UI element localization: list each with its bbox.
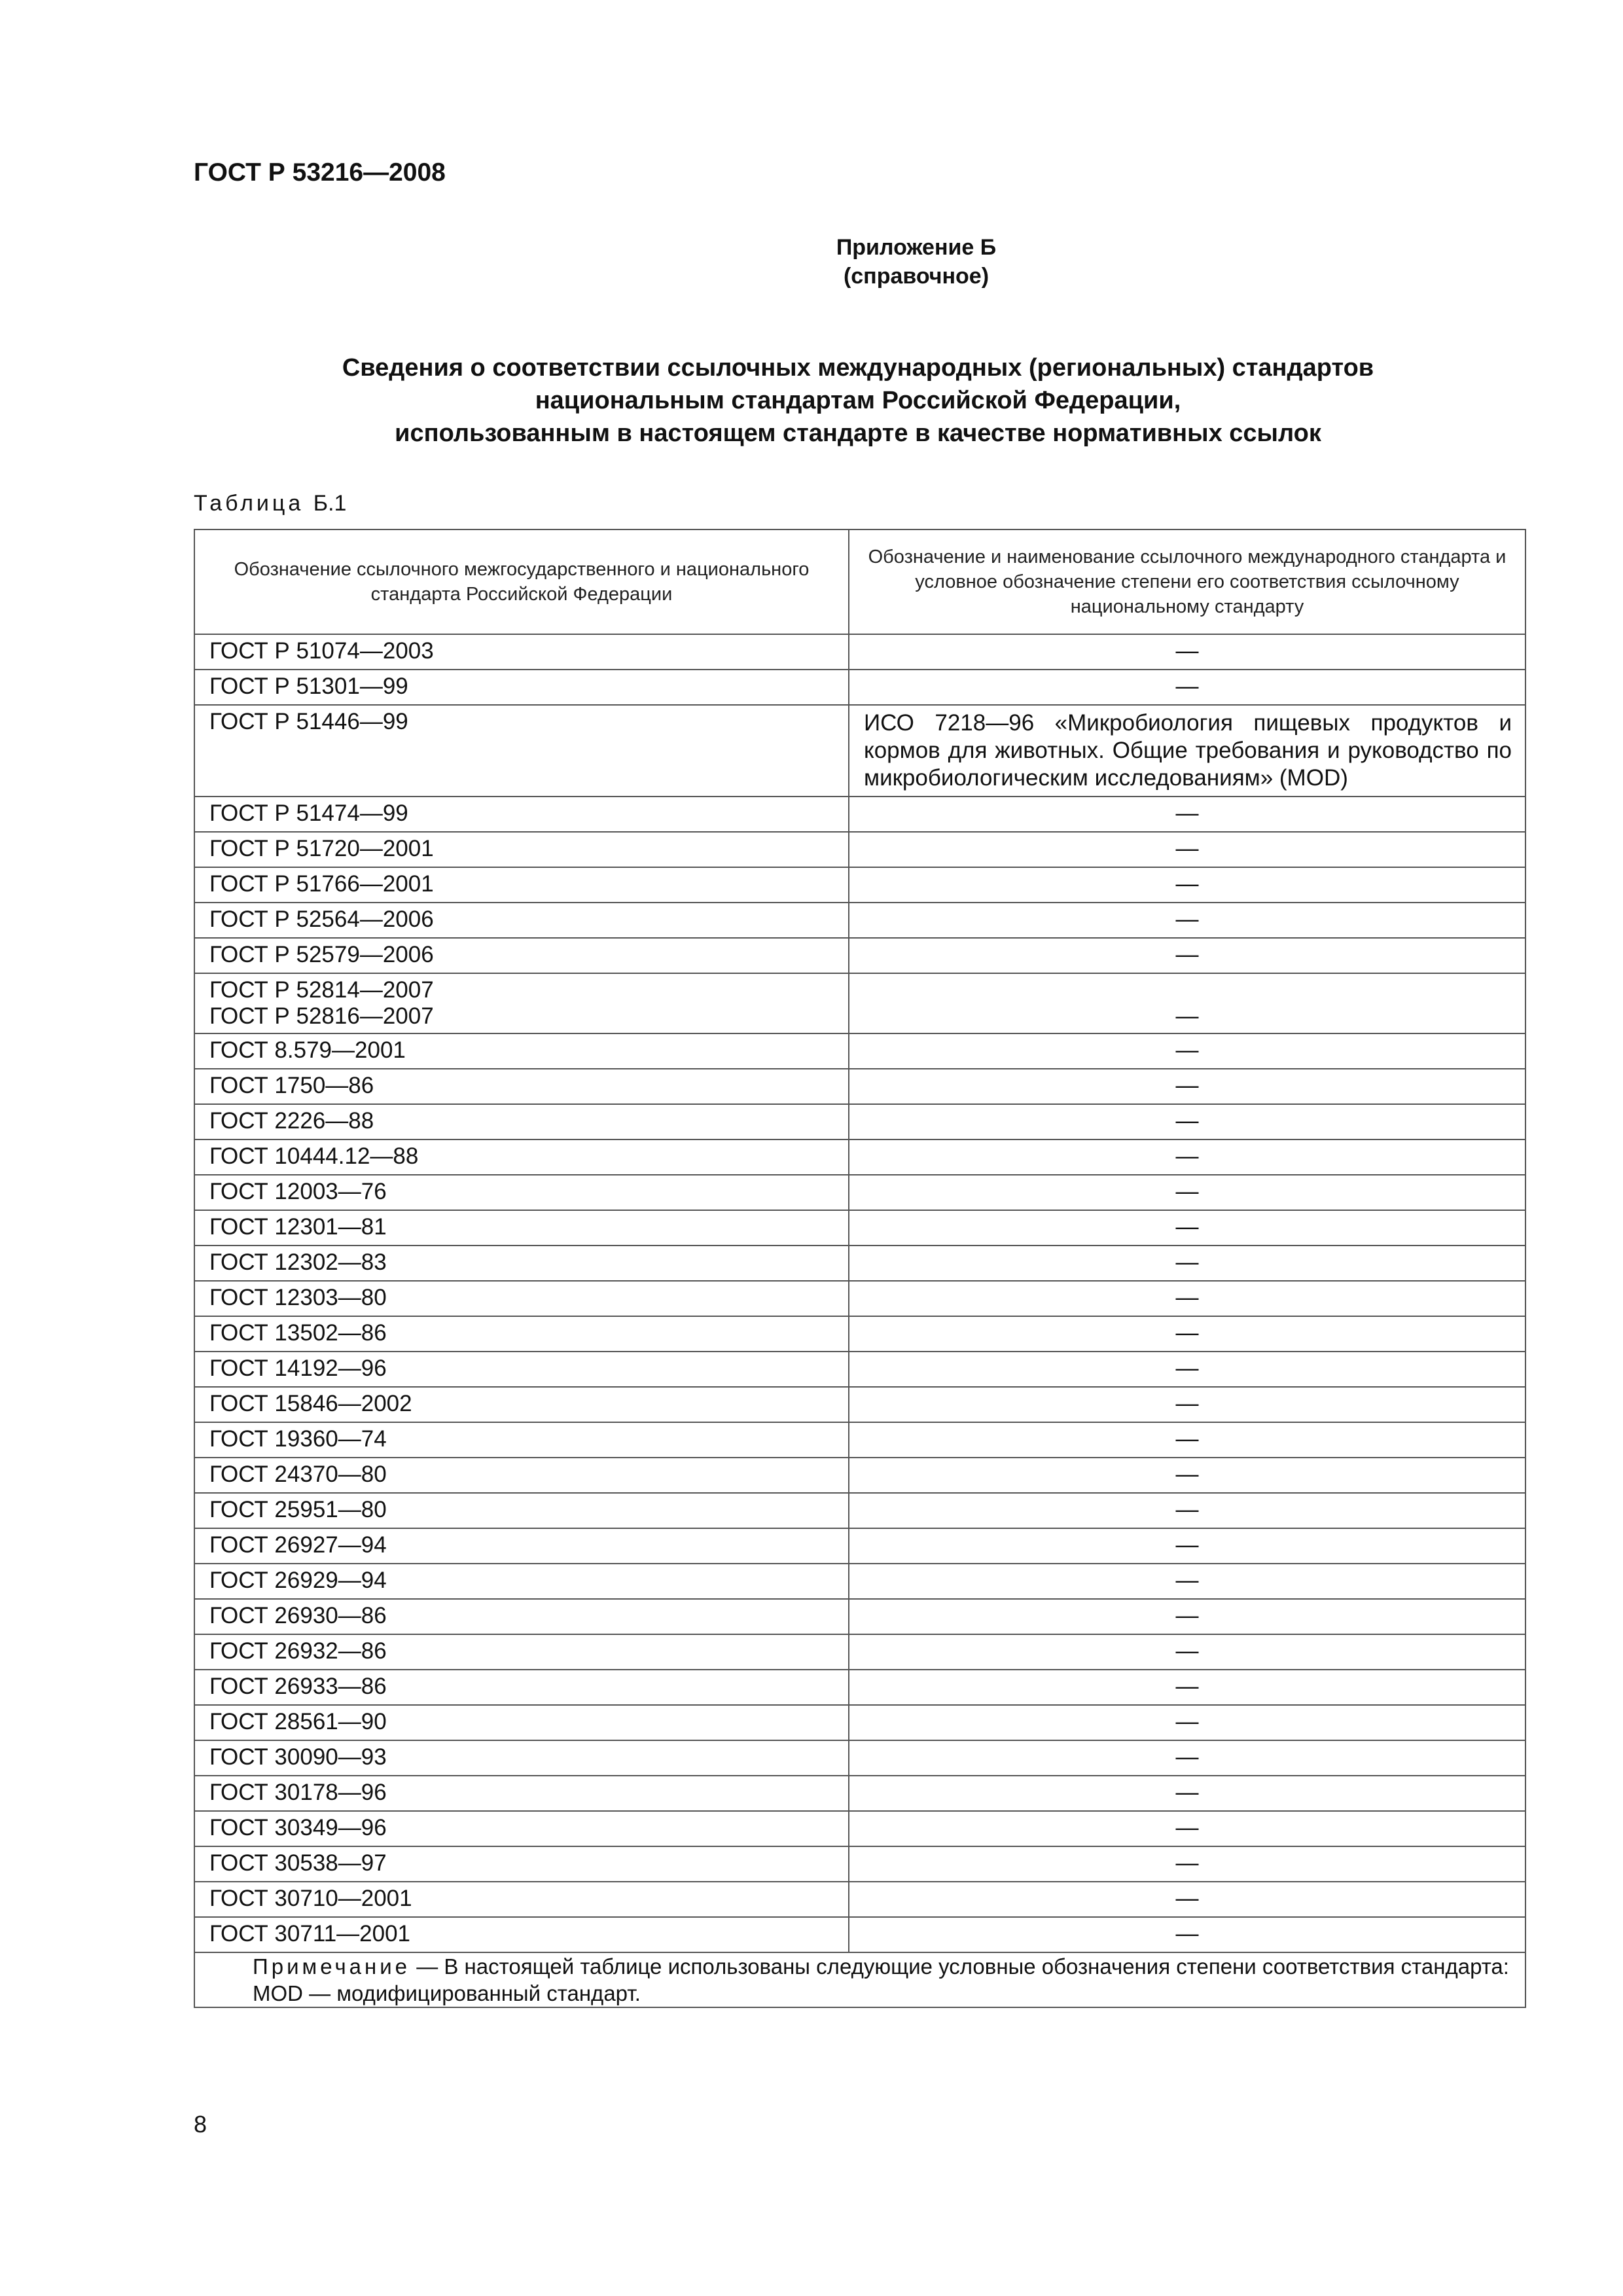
national-standard-designation: ГОСТ Р 51766—2001 (209, 871, 434, 897)
international-standard-value: — (1175, 1886, 1199, 1911)
national-standard-designation: ГОСТ 13502—86 (209, 1320, 387, 1346)
international-standard-cell (849, 1599, 1525, 1634)
table-caption (194, 491, 346, 516)
national-standard-designation: ГОСТ Р 51301—99 (209, 673, 408, 699)
international-standard-cell (849, 1634, 1525, 1670)
international-standard-cell (849, 1246, 1525, 1281)
national-standard-designation: ГОСТ 24370—80 (209, 1462, 387, 1487)
international-standard-cell (849, 1776, 1525, 1811)
international-standard-cell (849, 1458, 1525, 1493)
table-row (194, 1740, 1525, 1776)
national-standard-designation: ГОСТ 30178—96 (209, 1780, 387, 1805)
national-standard-designation: ГОСТ Р 51074—2003 (209, 638, 434, 664)
national-standard-designation: ГОСТ 25951—80 (209, 1497, 387, 1522)
international-standard-value: — (1175, 1003, 1199, 1029)
international-standard-cell (849, 1846, 1525, 1882)
national-standard-designation: ГОСТ Р 52564—2006 (209, 906, 434, 932)
national-standard-designation: ГОСТ 30349—96 (209, 1815, 387, 1840)
document-id: ГОСТ Р 53216—2008 (194, 158, 446, 187)
international-standard-cell (849, 634, 1525, 670)
table-row (194, 1599, 1525, 1634)
national-standard-designation: ГОСТ 15846—2002 (209, 1391, 412, 1416)
table-row (194, 705, 1525, 797)
international-standard-value: — (1175, 906, 1199, 932)
national-standard-designation: ГОСТ 30090—93 (209, 1744, 387, 1770)
note-text: — В настоящей таблице использованы следующие условные обозначения степени соответствия стандарта: (416, 1954, 1509, 1979)
table-row (194, 1387, 1525, 1422)
international-standard-cell (849, 1528, 1525, 1564)
international-standard-value: — (1175, 1214, 1199, 1240)
international-standard-cell (849, 670, 1525, 705)
national-standard-cell (194, 1210, 849, 1246)
national-standard-cell (194, 1776, 849, 1811)
table-row (194, 634, 1525, 670)
national-standard-designation: ГОСТ 30710—2001 (209, 1886, 412, 1911)
table-row (194, 1246, 1525, 1281)
table-row (194, 1634, 1525, 1670)
section-title (194, 351, 1522, 450)
national-standard-designation: ГОСТ 12303—80 (209, 1285, 387, 1310)
note-legend: MOD — модифицированный стандарт. (253, 1981, 641, 2005)
international-standard-value: — (1175, 836, 1199, 861)
international-standard-cell (849, 1175, 1525, 1210)
national-standard-cell (194, 1705, 849, 1740)
table-row (194, 797, 1525, 832)
national-standard-designation: ГОСТ 26930—86 (209, 1603, 387, 1628)
table-row (194, 1882, 1525, 1917)
national-standard-designation: ГОСТ Р 52579—2006 (209, 942, 434, 967)
international-standard-value: — (1175, 1320, 1199, 1346)
national-standard-cell (194, 634, 849, 670)
international-standard-value: — (1175, 1073, 1199, 1098)
national-standard-designation: ГОСТ 8.579—2001 (209, 1037, 406, 1063)
international-standard-value: — (1175, 1249, 1199, 1275)
table-row (194, 973, 1525, 1033)
national-standard-designation: ГОСТ 10444.12—88 (209, 1143, 419, 1169)
international-standard-value: — (1175, 800, 1199, 826)
table-row (194, 1705, 1525, 1740)
international-standard-value: — (1175, 1744, 1199, 1770)
table-row (194, 1458, 1525, 1493)
national-standard-cell (194, 1493, 849, 1528)
national-standard-cell (194, 1069, 849, 1104)
international-standard-value: — (1175, 1037, 1199, 1063)
national-standard-cell (194, 1634, 849, 1670)
standards-table (194, 529, 1526, 2008)
national-standard-designation: ГОСТ 2226—88 (209, 1108, 374, 1134)
table-row (194, 1210, 1525, 1246)
international-standard-cell (849, 705, 1525, 797)
national-standard-cell (194, 670, 849, 705)
national-standard-cell (194, 1139, 849, 1175)
table-row (194, 1104, 1525, 1139)
international-standard-value: — (1175, 1285, 1199, 1310)
national-standard-cell (194, 1246, 849, 1281)
national-standard-cell (194, 797, 849, 832)
column-header-national-text: Обозначение ссылочного межгосударственного и национального стандарта Российской Федерации (234, 559, 810, 605)
table-row (194, 938, 1525, 973)
column-header-national (194, 529, 849, 634)
international-standard-value: — (1175, 1143, 1199, 1169)
international-standard-value: — (1175, 1426, 1199, 1452)
international-standard-cell (849, 867, 1525, 903)
column-header-international (849, 529, 1525, 634)
title-line: национальным стандартам Российской Федерации, (535, 387, 1181, 414)
international-standard-cell (849, 903, 1525, 938)
table-row (194, 832, 1525, 867)
table-row (194, 903, 1525, 938)
national-standard-designation: ГОСТ 19360—74 (209, 1426, 387, 1452)
table-row (194, 670, 1525, 705)
table-row (194, 1422, 1525, 1458)
international-standard-cell (849, 1387, 1525, 1422)
page-number: 8 (194, 2111, 207, 2138)
national-standard-designation: ГОСТ 28561—90 (209, 1709, 387, 1734)
national-standard-designation: ГОСТ 26932—86 (209, 1638, 387, 1664)
international-standard-cell (849, 832, 1525, 867)
international-standard-value: — (1175, 942, 1199, 967)
national-standard-cell (194, 1599, 849, 1634)
international-standard-cell (849, 1281, 1525, 1316)
international-standard-value: ИСО 7218—96 «Микробиология пищевых продуктов и кормов для животных. Общие требования и руководство по микробиологическим исследованиям» (MOD) (864, 710, 1512, 791)
international-standard-value: — (1175, 1780, 1199, 1805)
national-standard-cell (194, 903, 849, 938)
table-row (194, 1917, 1525, 1952)
international-standard-cell (849, 1493, 1525, 1528)
national-standard-cell (194, 973, 849, 1033)
table-note (194, 1952, 1525, 2007)
international-standard-value: — (1175, 1921, 1199, 1946)
national-standard-cell (194, 1740, 849, 1776)
international-standard-cell (849, 1069, 1525, 1104)
international-standard-value: — (1175, 1709, 1199, 1734)
table-row (194, 1352, 1525, 1387)
national-standard-cell (194, 1917, 849, 1952)
international-standard-cell (849, 1352, 1525, 1387)
table-row (194, 1281, 1525, 1316)
national-standard-designation: ГОСТ 30711—2001 (209, 1921, 411, 1946)
note-label: Примечание (253, 1954, 411, 1979)
table-row (194, 1670, 1525, 1705)
international-standard-cell (849, 1811, 1525, 1846)
national-standard-designation: ГОСТ 12301—81 (209, 1214, 387, 1240)
international-standard-cell (849, 1705, 1525, 1740)
national-standard-cell (194, 1352, 849, 1387)
table-row (194, 1493, 1525, 1528)
national-standard-cell (194, 1458, 849, 1493)
table-row (194, 867, 1525, 903)
annex-heading (654, 233, 1178, 291)
title-line: использованным в настоящем стандарте в качестве нормативных ссылок (395, 420, 1321, 447)
table-caption-number: Б.1 (313, 491, 347, 516)
national-standard-cell (194, 1528, 849, 1564)
international-standard-value: — (1175, 1815, 1199, 1840)
international-standard-cell (849, 938, 1525, 973)
national-standard-cell (194, 1670, 849, 1705)
international-standard-value: — (1175, 1355, 1199, 1381)
annex-type: (справочное) (843, 264, 990, 289)
national-standard-designation: ГОСТ 12003—76 (209, 1179, 387, 1204)
international-standard-cell (849, 1422, 1525, 1458)
national-standard-cell (194, 867, 849, 903)
national-standard-designation: ГОСТ 12302—83 (209, 1249, 387, 1275)
table-caption-label: Таблица (194, 491, 304, 516)
table-row (194, 1846, 1525, 1882)
table-row (194, 1033, 1525, 1069)
national-standard-cell (194, 1564, 849, 1599)
table-row (194, 1316, 1525, 1352)
national-standard-designation: ГОСТ Р 51446—99 (209, 709, 408, 734)
international-standard-cell (849, 973, 1525, 1033)
international-standard-value: — (1175, 1850, 1199, 1876)
annex-title: Приложение Б (836, 235, 997, 260)
national-standard-cell (194, 1033, 849, 1069)
international-standard-value: — (1175, 1638, 1199, 1664)
national-standard-designation: ГОСТ 1750—86 (209, 1073, 374, 1098)
international-standard-cell (849, 1210, 1525, 1246)
national-standard-cell (194, 1811, 849, 1846)
national-standard-cell (194, 938, 849, 973)
national-standard-designation: ГОСТ 14192—96 (209, 1355, 387, 1381)
international-standard-cell (849, 1316, 1525, 1352)
international-standard-value: — (1175, 1391, 1199, 1416)
international-standard-value: — (1175, 871, 1199, 897)
international-standard-cell (849, 1917, 1525, 1952)
table-header-row (194, 529, 1525, 634)
international-standard-value: — (1175, 1179, 1199, 1204)
table-row (194, 1139, 1525, 1175)
international-standard-value: — (1175, 673, 1199, 699)
international-standard-cell (849, 1033, 1525, 1069)
national-standard-cell (194, 1846, 849, 1882)
international-standard-value: — (1175, 1532, 1199, 1558)
national-standard-designation: ГОСТ 26927—94 (209, 1532, 387, 1558)
national-standard-cell (194, 832, 849, 867)
international-standard-value: — (1175, 638, 1199, 664)
international-standard-value: — (1175, 1603, 1199, 1628)
national-standard-designation: ГОСТ 26929—94 (209, 1568, 387, 1593)
national-standard-designation: ГОСТ Р 52816—2007 (209, 1003, 434, 1029)
table-row (194, 1811, 1525, 1846)
national-standard-cell (194, 1104, 849, 1139)
international-standard-cell (849, 1564, 1525, 1599)
column-header-international-text: Обозначение и наименование ссылочного международного стандарта и условное обозначение степени его соответствия ссылочному национальному стандарту (868, 547, 1507, 617)
title-line: Сведения о соответствии ссылочных международных (региональных) стандартов (342, 354, 1374, 382)
international-standard-value: — (1175, 1108, 1199, 1134)
national-standard-designation: ГОСТ Р 52814—2007 (209, 977, 434, 1003)
international-standard-value: — (1175, 1568, 1199, 1593)
international-standard-cell (849, 1882, 1525, 1917)
national-standard-cell (194, 1281, 849, 1316)
international-standard-value: — (1175, 1497, 1199, 1522)
national-standard-cell (194, 1175, 849, 1210)
national-standard-cell (194, 1316, 849, 1352)
international-standard-value: — (1175, 1462, 1199, 1487)
national-standard-designation: ГОСТ Р 51720—2001 (209, 836, 434, 861)
international-standard-value: — (1175, 1674, 1199, 1699)
national-standard-cell (194, 1387, 849, 1422)
national-standard-cell (194, 1882, 849, 1917)
international-standard-cell (849, 1139, 1525, 1175)
international-standard-cell (849, 1670, 1525, 1705)
national-standard-designation: ГОСТ 30538—97 (209, 1850, 387, 1876)
national-standard-cell (194, 705, 849, 797)
table-note-row (194, 1952, 1525, 2007)
international-standard-cell (849, 797, 1525, 832)
table-row (194, 1776, 1525, 1811)
table-row (194, 1564, 1525, 1599)
table-body (194, 634, 1525, 1952)
international-standard-cell (849, 1740, 1525, 1776)
table-row (194, 1069, 1525, 1104)
table-row (194, 1175, 1525, 1210)
international-standard-cell (849, 1104, 1525, 1139)
table-row (194, 1528, 1525, 1564)
national-standard-cell (194, 1422, 849, 1458)
national-standard-designation: ГОСТ Р 51474—99 (209, 800, 408, 826)
national-standard-designation: ГОСТ 26933—86 (209, 1674, 387, 1699)
